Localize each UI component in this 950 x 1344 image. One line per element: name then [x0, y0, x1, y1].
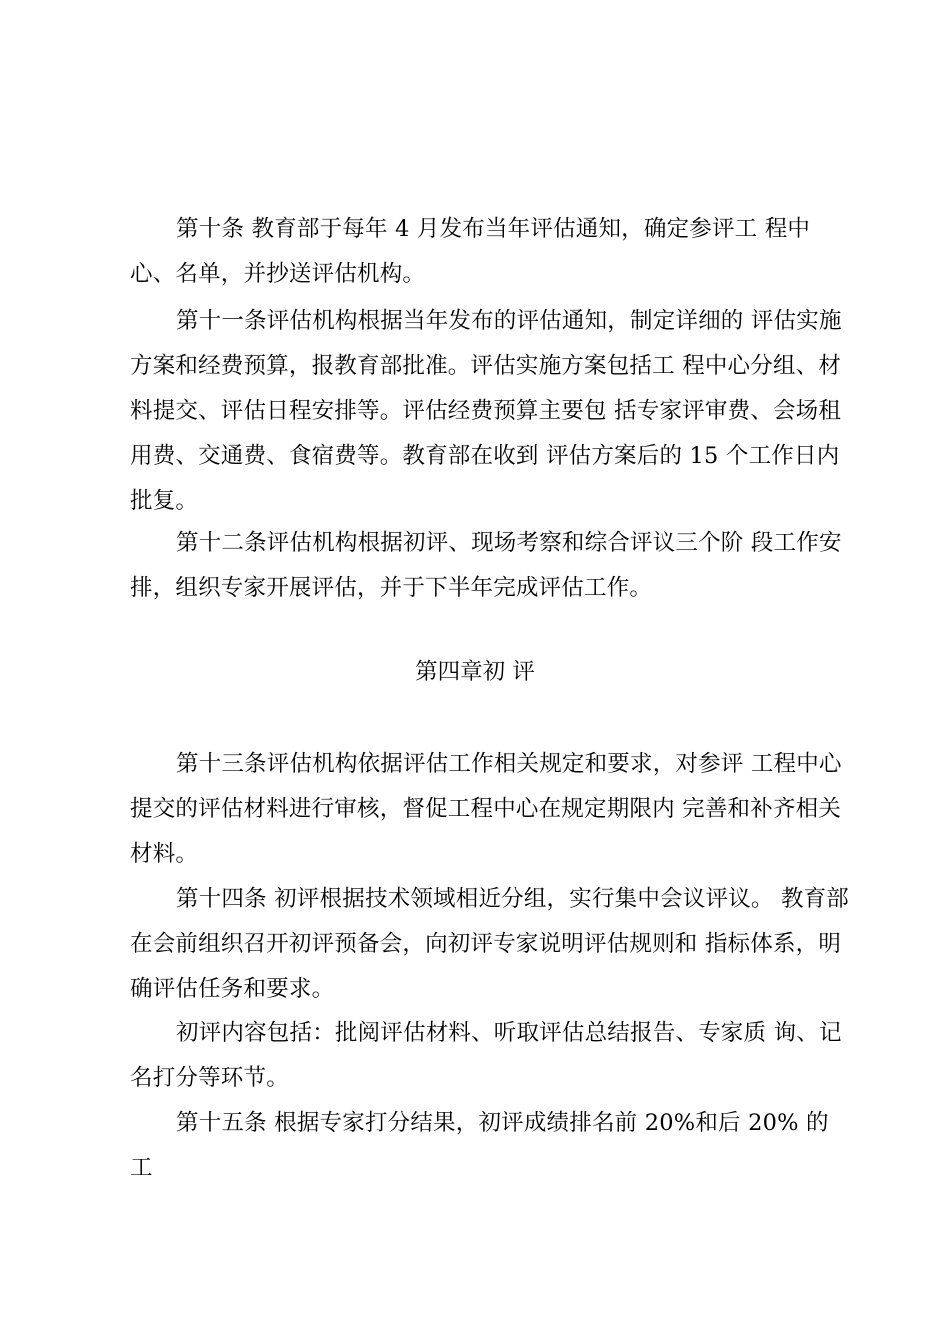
article-12-paragraph: 第十二条评估机构根据初评、现场考察和综合评议三个阶 段工作安排，组织专家开展评估，并于下半年完成评估工作。 [130, 530, 842, 601]
chapter-heading: 第四章初 评 [415, 659, 535, 685]
article-13-paragraph: 第十三条评估机构依据评估工作相关规定和要求，对参评 工程中心提交的评估材料进行审核，督促工程中心在规定期限内 完善和补齐相关材料。 [130, 751, 842, 867]
article-14-paragraph: 第十四条 初评根据技术领域相近分组，实行集中会议评议。 教育部在会前组织召开初评预备会，向初评专家说明评估规则和 指标体系，明确评估任务和要求。 [130, 886, 850, 1002]
initial-review-content-paragraph: 初评内容包括：批阅评估材料、听取评估总结报告、专家质 询、记名打分等环节。 [130, 1020, 842, 1091]
article-10-paragraph: 第十条 教育部于每年 4 月发布当年评估通知，确定参评工 程中心、名单，并抄送评估机构。 [130, 216, 811, 287]
article-11-paragraph: 第十一条评估机构根据当年发布的评估通知，制定详细的 评估实施方案和经费预算，报教育部批准。评估实施方案包括工 程中心分组、材料提交、评估日程安排等。评估经费预算主要包 括专家评审费、会场租用费、交通费、食宿费等。教育部在收到 评估方案后的 15 个工作日内批复。 [130, 308, 842, 514]
article-15-paragraph: 第十五条 根据专家打分结果，初评成绩排名前 20%和后 20% 的工 [130, 1110, 829, 1181]
